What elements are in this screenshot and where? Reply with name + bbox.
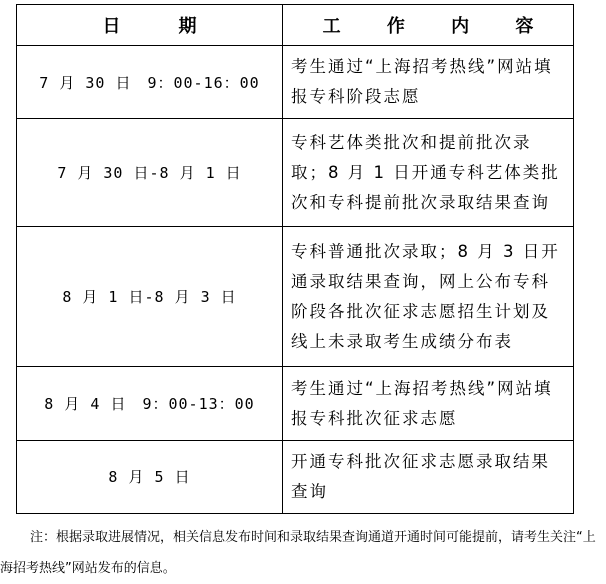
date-cell: 8 月 1 日-8 月 3 日 bbox=[17, 226, 283, 367]
footnote-text: 注：根据录取进展情况，相关信息发布时间和录取结果查询通道开通时间可能提前，请考生关注“上海招考热线”网站发布的信息。 bbox=[0, 530, 596, 576]
date-cell: 7 月 30 日-8 月 1 日 bbox=[17, 119, 283, 226]
table-row bbox=[17, 119, 574, 226]
table-row bbox=[17, 440, 574, 513]
date-cell: 7 月 30 日 9：00-16：00 bbox=[17, 46, 283, 119]
table-row bbox=[17, 226, 574, 367]
table-row bbox=[17, 367, 574, 440]
work-cell: 专科艺体类批次和提前批次录取；8 月 1 日开通专科艺体类批次和专科提前批次录取结果查询 bbox=[283, 119, 574, 226]
table-row bbox=[17, 46, 574, 119]
work-cell: 专科普通批次录取；8 月 3 日开通录取结果查询，网上公布专科阶段各批次征求志愿招生计划及线上未录取考生成绩分布表 bbox=[283, 226, 574, 367]
work-cell: 考生通过“上海招考热线”网站填报专科阶段志愿 bbox=[283, 46, 574, 119]
table-header-row bbox=[17, 5, 574, 46]
footnote bbox=[0, 522, 600, 584]
work-cell: 考生通过“上海招考热线”网站填报专科批次征求志愿 bbox=[283, 367, 574, 440]
date-cell: 8 月 4 日 9：00-13：00 bbox=[17, 367, 283, 440]
header-work: 工 作 内 容 bbox=[283, 5, 574, 46]
header-date: 日 期 bbox=[17, 5, 283, 46]
schedule-table bbox=[16, 4, 574, 514]
date-cell: 8 月 5 日 bbox=[17, 440, 283, 513]
work-cell: 开通专科批次征求志愿录取结果查询 bbox=[283, 440, 574, 513]
